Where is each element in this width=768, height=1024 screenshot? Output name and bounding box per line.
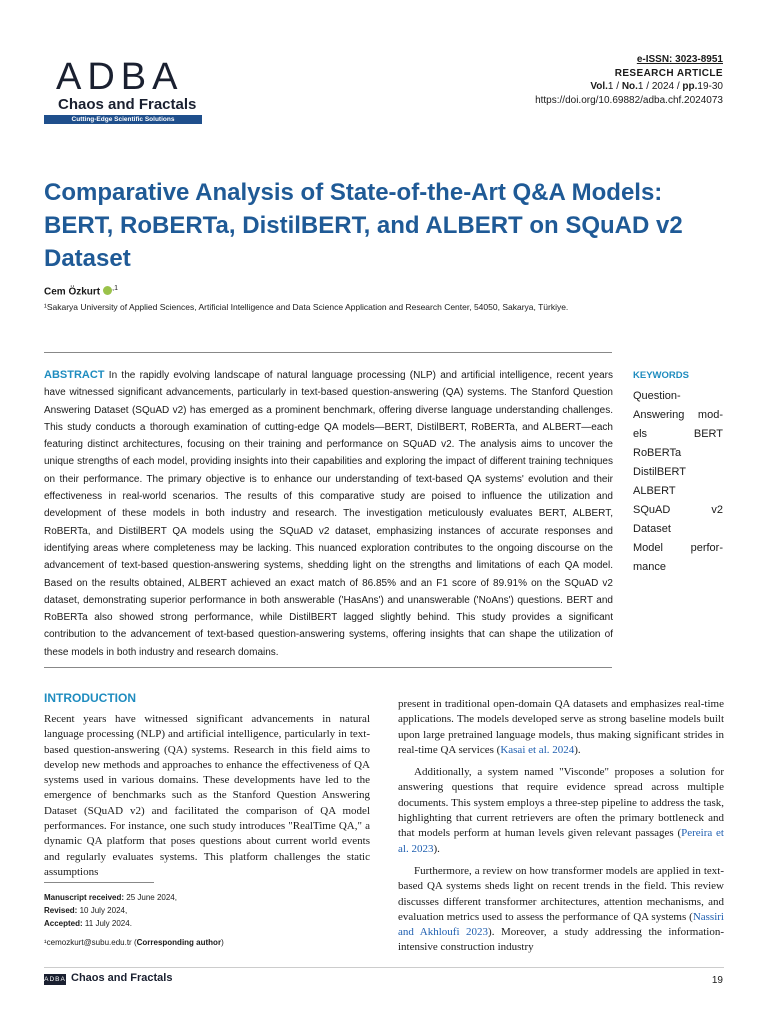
footnote-divider: [44, 882, 154, 883]
corresponding-author: ¹cemozkurt@subu.edu.tr (Corresponding author): [44, 938, 224, 947]
paragraph: present in traditional open-domain QA datasets and emphasizes real-time applications. The models developed serve as strong baseline models built upon large pretrained language models, thus making significant strides in real-time QA services (Kasai et al. 2024).: [398, 698, 724, 756]
section-heading-introduction: INTRODUCTION: [44, 691, 136, 705]
issn: e-ISSN: 3023-8951: [636, 54, 723, 65]
abstract-heading: ABSTRACT: [44, 369, 105, 381]
citation-link[interactable]: Kasai et al. 2024: [500, 743, 575, 756]
body-column-right: [398, 697, 724, 963]
author-name[interactable]: Cem Özkurt: [44, 286, 101, 298]
keyword-line: RoBERTa: [633, 447, 682, 459]
article-type: RESEARCH ARTICLE: [614, 67, 723, 79]
page-number: 19: [711, 975, 723, 986]
abstract-text: In the rapidly evolving landscape of natural language processing (NLP) and artificial intelligence, recent years have witnessed significant advancements, particularly in text-based question-answering (QA) systems. The Stanford Question Answering Dataset (SQuAD v2) has emerged as a prominent benchmark, offering diverse language understanding challenges. This study conducts a thorough examination of cutting-edge QA models—BERT, DistilBERT, RoBERTa, and ALBERT—each featuring distinct architectures, focusing on their training and performance on SQuAD v2. The analysis aims to uncover the unique strengths of each model, providing insights into their capabilities and exploring the impact of different training techniques on their performance. The primary objective is to enhance our understanding of text-based QA systems' evolution and their effectiveness in real-world scenarios. The results of this comparative study are poised to influence the utilization and development of these models in both industry and research. The investigation meticulously evaluates BERT, ALBERT, RoBERTa, and DistilBERT QA models using the SQuAD v2 dataset, emphasizing instances of accurate responses and identifying areas where completeness may be lacking. This nuanced exploration contributes to the ongoing discourse on the advancement of text-based question-answering systems, shedding light on the strengths and limitations of each QA model. Based on the results obtained, ALBERT achieved an exact match of 86.85% and an F1 score of 89.91% on the SQuAD v2 dataset, demonstrating superior performance in both answerable ('HasAns') and unanswerable ('NoAns') questions. BERT and RoBERTa also showed strong performance, while DistilBERT lagged slightly behind. This study provides a significant contribution to the advancement of text-based question-answering systems, offering insights that can shape the utilization of these models in both industry and research domains.: [44, 370, 613, 658]
orcid-icon[interactable]: [103, 286, 112, 295]
keyword-line: ALBERT: [633, 485, 676, 497]
volume-info: Vol.1 / No.1 / 2024 / pp.19-30: [590, 81, 723, 92]
paragraph: Furthermore, a review on how transformer models are applied in text-based QA systems sheds light on recent trends in the field. This review discusses different transformer architectures, attention mechanisms, and evaluation metrics used to assess the performance of QA systems (Nassiri and Akhloufi 2023). Moreover, a study addressing the information-intensive construction industry: [398, 864, 724, 954]
keyword-line: Model perfor-: [633, 542, 723, 554]
keyword-line: Dataset: [633, 523, 671, 535]
divider: [44, 667, 612, 668]
footer-logo: ADBA: [44, 976, 66, 983]
paper-title: Comparative Analysis of State-of-the-Art Q&A Models: BERT, RoBERTa, DistilBERT, and ALBERT on SQuAD v2 Dataset: [44, 179, 683, 272]
keyword-line: Answering mod-: [633, 409, 723, 421]
body-column-left: Recent years have witnessed significant advancements in natural language processing (NLP) and artificial intelligence, particularly in text-based question-answering (QA) systems. Research in this field aims to develop new methods and approaches to enhance the effectiveness of QA systems used in various domains. These developments have led to the emergence of benchmarks such as the Stanford Question Answering Dataset (SQuAD v2) and facilitated the comparison of QA model performances. For instance, one such study introduces "RealTime QA," a dynamic QA platform that poses questions about current world events and regularly evaluates systems. This platform challenges the static assumptions: [44, 713, 370, 878]
keyword-line: SQuAD v2: [633, 504, 723, 516]
journal-logo: [44, 58, 202, 124]
citation-link[interactable]: Nassiri and Akhloufi 2023: [398, 910, 724, 939]
paragraph: Additionally, a system named "Visconde" proposes a solution for answering questions that require evidence spread across multiple documents. This system employs a three-step pipeline to address the task, highlighting that current retrievers are often the primary bottleneck and that models perform at human levels given relevant passages (Pereira et al. 2023).: [398, 766, 724, 855]
author-email[interactable]: ¹cemozkurt@subu.edu.tr: [44, 938, 132, 947]
keywords-heading: KEYWORDS: [633, 370, 689, 381]
logo-mark: ADBA: [56, 56, 184, 98]
keyword-line: mance: [633, 561, 667, 573]
keyword-line: DistilBERT: [633, 466, 686, 478]
footer-divider: [44, 967, 724, 968]
abstract: [44, 367, 613, 661]
article-header-info: [535, 53, 723, 107]
keywords: [633, 370, 723, 577]
divider: [44, 352, 612, 353]
author-line: Cem Özkurt $^{,1}$: [44, 285, 118, 298]
footer-journal-name: Chaos and Fractals: [71, 972, 173, 984]
keyword-line: Question-: [633, 390, 681, 402]
logo-journal-name: Chaos and Fractals: [58, 96, 197, 113]
logo-tagline: Cutting-Edge Scientific Solutions: [44, 115, 202, 124]
author-affiliation-mark: 1: [114, 285, 118, 292]
manuscript-dates: Manuscript received: 25 June 2024, Revised: 10 July 2024, Accepted: 11 July 2024.: [44, 893, 177, 928]
citation-link[interactable]: Pereira et al. 2023: [398, 827, 724, 855]
affiliation: ¹Sakarya University of Applied Sciences, Artificial Intelligence and Data Science Application and Research Center, 54050, Sakarya, Türkiye.: [44, 302, 569, 312]
keyword-line: els BERT: [633, 428, 723, 440]
doi-link[interactable]: https://doi.org/10.69882/adba.chf.2024073: [535, 94, 723, 106]
